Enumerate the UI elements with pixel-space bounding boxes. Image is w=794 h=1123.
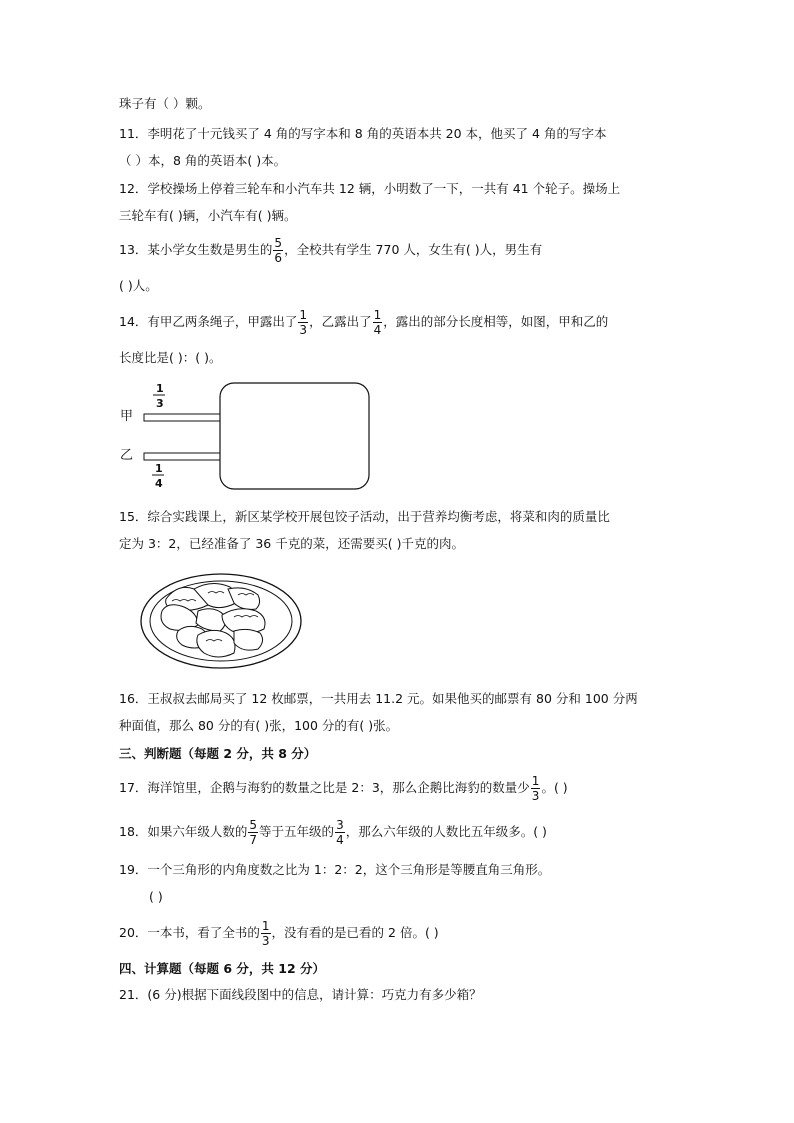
- q18-text-3: ，那么六年级的人数比五年级多。( ): [345, 824, 547, 839]
- q16-line1: 16．王叔叔去邮局买了 12 枚邮票，一共用去 11.2 元。如果他买的邮票有 80 分和 100 分两: [119, 691, 638, 706]
- q18-text-2: 等于五年级的: [259, 824, 335, 839]
- fraction-5-7: [248, 819, 258, 846]
- q10-tail: 珠子有（ ）颗。: [119, 96, 211, 111]
- fraction-denominator: 3: [531, 789, 540, 803]
- q13-text-post: ，全校共有学生 770 人，女生有( )人，男生有: [284, 242, 543, 257]
- q14-text-1: 14．有甲乙两条绳子，甲露出了: [119, 314, 298, 329]
- fraction-numerator: 5: [249, 818, 258, 832]
- fraction-numerator: 1: [531, 774, 540, 788]
- q17-text-pre: 17．海洋馆里，企鹅与海豹的数量之比是 2：3，那么企鹅比海豹的数量少: [119, 780, 530, 795]
- fraction-3-4: [335, 819, 345, 846]
- q14-line2: 长度比是( )：( )。: [119, 350, 222, 365]
- q17: [119, 771, 568, 805]
- fraction-denominator: 4: [373, 323, 382, 337]
- q20: [119, 916, 439, 950]
- fraction-denominator: 4: [336, 833, 344, 847]
- q15-line1: 15．综合实践课上，新区某学校开展包饺子活动，出于营养均衡考虑，将菜和肉的质量比: [119, 509, 610, 524]
- q18: [119, 815, 547, 849]
- q17-text-post: 。( ): [541, 780, 568, 795]
- rope-figure: [115, 378, 385, 493]
- fraction-numerator: 3: [336, 818, 344, 832]
- fraction-denominator: 3: [299, 323, 308, 337]
- q13-line1: [119, 233, 542, 267]
- frac-jia-num: 1: [156, 382, 164, 395]
- q20-text-pre: 20．一本书，看了全书的: [119, 925, 260, 940]
- frac-yi-num: 1: [155, 462, 163, 475]
- dumpling-plate-image: [138, 571, 304, 671]
- q19-line2: ( ): [149, 889, 163, 904]
- fraction-1-3: [261, 920, 271, 947]
- rope-jia: [144, 414, 220, 421]
- rope-yi: [144, 453, 220, 460]
- q12-line1: 12．学校操场上停着三轮车和小汽车共 12 辆，小明数了一下，一共有 41 个轮子。操场上: [119, 181, 621, 196]
- fraction-numerator: 1: [299, 308, 308, 322]
- box: [220, 383, 369, 489]
- fraction-numerator: 1: [261, 919, 270, 933]
- q11-line2: （ ）本，8 角的英语本( )本。: [119, 153, 287, 168]
- q14-text-2: ，乙露出了: [309, 314, 372, 329]
- q14-text-3: ，露出的部分长度相等，如图，甲和乙的: [383, 314, 609, 329]
- q21: 21．(6 分)根据下面线段图中的信息，请计算：巧克力有多少箱？: [119, 987, 482, 1002]
- q13-text-pre: 13．某小学女生数是男生的: [119, 242, 273, 257]
- q18-text-1: 18．如果六年级人数的: [119, 824, 248, 839]
- q19-line1: 19．一个三角形的内角度数之比为 1：2：2，这个三角形是等腰直角三角形。: [119, 862, 551, 877]
- fraction-denominator: 7: [249, 833, 258, 847]
- fraction-1-3: [531, 775, 541, 802]
- fraction-1-4: [373, 309, 383, 336]
- q12-line2: 三轮车有( )辆，小汽车有( )辆。: [119, 208, 297, 223]
- frac-yi-den: 4: [155, 477, 163, 490]
- q13-line2: ( )人。: [119, 278, 158, 293]
- fraction-1-3: [298, 309, 308, 336]
- q15-line2: 定为 3：2，已经准备了 36 千克的菜，还需要买( )千克的肉。: [119, 536, 464, 551]
- label-jia: 甲: [120, 409, 134, 424]
- fraction-5-6: [273, 237, 283, 264]
- q14-line1: [119, 305, 608, 339]
- frac-jia-den: 3: [156, 397, 164, 410]
- fraction-numerator: 5: [274, 236, 283, 250]
- label-yi: 乙: [120, 448, 134, 463]
- section-4-heading: 四、计算题（每题 6 分，共 12 分）: [119, 961, 326, 976]
- fraction-denominator: 3: [261, 934, 270, 948]
- fraction-numerator: 1: [373, 308, 382, 322]
- section-3-heading: 三、判断题（每题 2 分，共 8 分）: [119, 746, 317, 761]
- q16-line2: 种面值，那么 80 分的有( )张，100 分的有( )张。: [119, 718, 399, 733]
- q11-line1: 11．李明花了十元钱买了 4 角的写字本和 8 角的英语本共 20 本，他买了 4 角的写字本: [119, 126, 607, 141]
- fraction-denominator: 6: [274, 251, 283, 265]
- q20-text-post: ，没有看的是已看的 2 倍。( ): [271, 925, 439, 940]
